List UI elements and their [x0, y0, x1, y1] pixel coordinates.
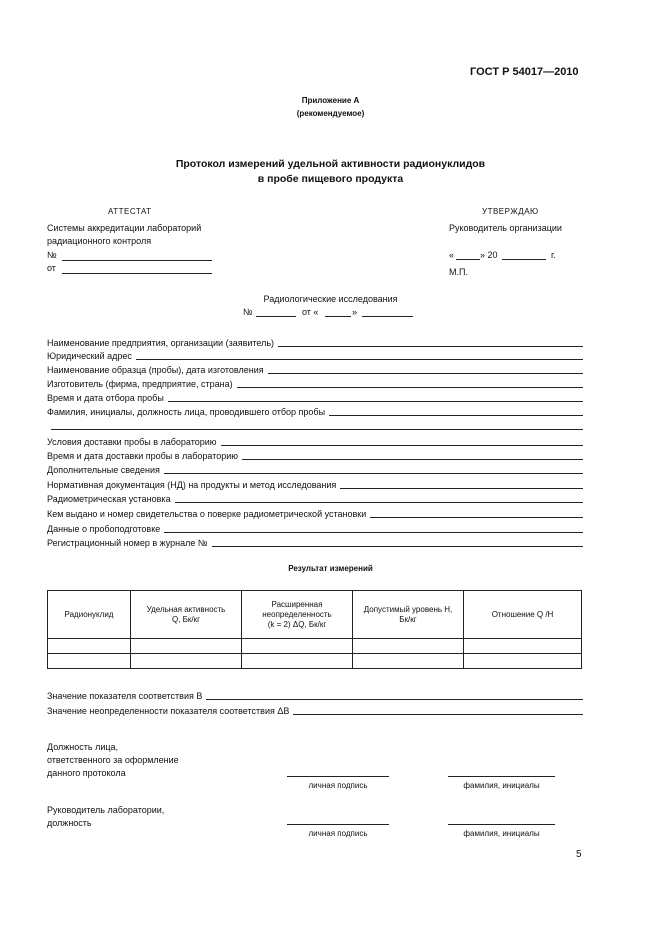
research-number-line: [256, 316, 296, 317]
field-sampling-time: Время и дата отбора пробы: [47, 390, 583, 403]
results-table-header: [48, 591, 582, 639]
page-number: 5: [576, 849, 582, 860]
attestat-number-label: №: [47, 250, 57, 260]
document-title-line1: Протокол измерений удельной активности радионуклидов: [175, 158, 486, 170]
attestat-date-line: [62, 273, 212, 274]
approval-line1: Руководитель организации: [449, 223, 562, 233]
col-radionuclide: Радионуклид: [48, 591, 131, 639]
field-conformity-uncertainty: Значение неопределенности показателя соответствия ΔB: [47, 703, 583, 716]
field-sampler-continued: [47, 418, 583, 431]
research-day-line: [325, 316, 351, 317]
signer1-line1: Должность лица,: [47, 742, 119, 752]
field-applicant: Наименование предприятия, организации (заявитель): [47, 335, 583, 348]
document-title-line2: в пробе пищевого продукта: [257, 173, 404, 185]
field-sample-name: Наименование образца (пробы), дата изготовления: [47, 362, 583, 375]
approval-date-end: г.: [551, 250, 556, 260]
signer1-name-caption: фамилия, инициалы: [463, 781, 540, 790]
field-delivery-time: Время и дата доставки пробы в лабораторию: [47, 448, 583, 461]
approval-date-open: «: [449, 250, 455, 260]
col-permissible-level: Допустимый уровень H, Бк/кг: [353, 591, 464, 639]
field-normative-documentation: Нормативная документация (НД) на продукты и метод исследования: [47, 477, 583, 490]
approval-heading: УТВЕРЖДАЮ: [482, 207, 539, 216]
signer1-name-line: [448, 776, 555, 777]
approval-stamp: М.П.: [449, 267, 468, 277]
signer1-signature-line: [287, 776, 389, 777]
table-row: [48, 639, 582, 654]
research-date-label: от «: [302, 307, 319, 317]
field-registration-number: Регистрационный номер в журнале №: [47, 535, 583, 548]
field-manufacturer: Изготовитель (фирма, предприятие, страна): [47, 376, 583, 389]
research-title: Радиологические исследования: [263, 294, 398, 304]
field-verification-certificate: Кем выдано и номер свидетельства о поверке радиометрической установки: [47, 506, 583, 519]
field-conformity-value: Значение показателя соответствия B: [47, 688, 583, 701]
standard-number: ГОСТ Р 54017—2010: [470, 66, 579, 78]
table-row: [48, 654, 582, 669]
attestat-date-label: от: [47, 263, 56, 273]
field-sampler: Фамилия, инициалы, должность лица, проводившего отбор пробы: [47, 404, 583, 417]
signer2-signature-caption: личная подпись: [308, 829, 368, 838]
signer1-line2: ответственного за оформление: [47, 755, 179, 765]
col-ratio: Отношение Q /H: [464, 591, 582, 639]
field-legal-address: Юридический адрес: [47, 348, 583, 361]
research-close-quote: »: [352, 307, 358, 317]
signer1-signature-caption: личная подпись: [308, 781, 368, 790]
field-radiometric-unit: Радиометрическая установка: [47, 491, 583, 504]
signer2-name-line: [448, 824, 555, 825]
results-title: Результат измерений: [288, 564, 373, 573]
attestat-line1: Системы аккредитации лабораторий: [47, 223, 202, 233]
signer1-line3: данного протокола: [47, 768, 126, 778]
signer2-signature-line: [287, 824, 389, 825]
attestat-number-line: [62, 260, 212, 261]
research-number-label: №: [243, 307, 253, 317]
results-table: [47, 590, 582, 669]
appendix-subtitle: (рекомендуемое): [296, 109, 365, 118]
research-month-line: [362, 316, 413, 317]
approval-date-mid: » 20: [480, 250, 498, 260]
col-uncertainty: Расширенная неопределенность (k = 2) ΔQ, Бк/кг: [242, 591, 353, 639]
approval-month-line: [502, 259, 546, 260]
appendix-title: Приложение А: [301, 96, 360, 105]
attestat-line2: радиационного контроля: [47, 236, 152, 246]
field-delivery-conditions: Условия доставки пробы в лабораторию: [47, 434, 583, 447]
col-specific-activity: Удельная активность Q, Бк/кг: [131, 591, 242, 639]
signer2-name-caption: фамилия, инициалы: [463, 829, 540, 838]
signer2-line2: должность: [47, 818, 92, 828]
approval-day-line: [456, 259, 480, 260]
field-additional-info: Дополнительные сведения: [47, 462, 583, 475]
attestat-heading: АТТЕСТАТ: [108, 207, 152, 216]
field-sample-preparation: Данные о пробоподготовке: [47, 521, 583, 534]
signer2-line1: Руководитель лаборатории,: [47, 805, 165, 815]
